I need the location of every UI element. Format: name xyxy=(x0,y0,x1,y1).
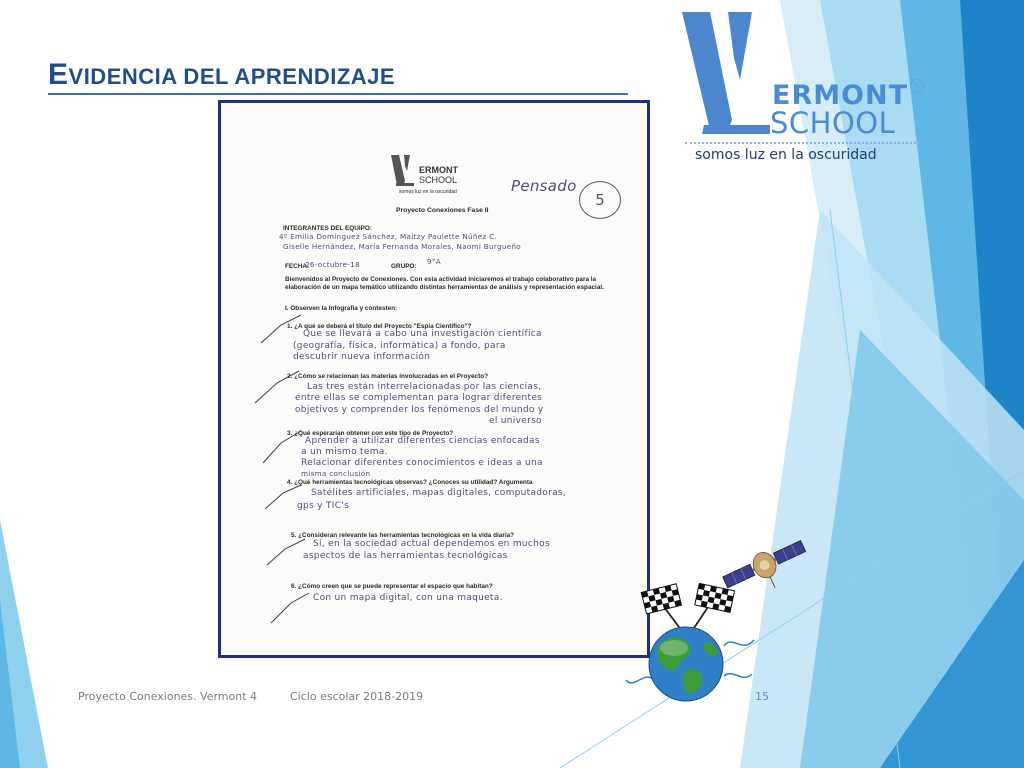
globe-icon xyxy=(620,618,760,708)
evidence-document-frame xyxy=(218,100,650,658)
team-line-2: Giselle Hernández, María Fernanda Morales, Naomi Burgueño xyxy=(283,242,521,251)
document-logo-icon xyxy=(391,155,421,187)
logo-brand-line2: SCHOOL xyxy=(770,106,896,140)
question-5: 5. ¿Consideran relevante las herramientas tecnológicas en la vida diaria? xyxy=(291,532,515,539)
teacher-grade-mark: Pensado xyxy=(511,177,577,195)
answer-1-line-3: descubrir nueva información xyxy=(293,352,431,362)
title-underline xyxy=(48,93,628,95)
question-1: 1. ¿A qué se deberá el título del Proyecto "Espía Científico"? xyxy=(287,323,472,330)
grupo-label: GRUPO: xyxy=(391,263,417,270)
answer-3-line-3: Relacionar diferentes conocimientos e ideas a una xyxy=(301,458,543,468)
answer-1-line-2: (geografía, física, informática) a fondo, para xyxy=(293,341,506,351)
logo-tagline: somos luz en la oscuridad xyxy=(695,147,877,163)
slide-title-initial: E xyxy=(48,58,69,91)
intro-line-2: elaboración de un mapa temático utilizando distintas herramientas de análisis y representación espacial. xyxy=(285,284,604,291)
answer-6-line-1: Con un mapa digital, con una maqueta. xyxy=(313,593,503,603)
answer-3-line-4: misma conclusión xyxy=(301,469,371,478)
check-marks-icon xyxy=(251,303,311,643)
answer-3-line-2: a un mismo tema. xyxy=(301,447,388,457)
slide-title xyxy=(48,58,395,92)
answer-5-line-2: aspectos de las herramientas tecnológicas xyxy=(303,551,508,561)
evidence-document xyxy=(221,103,647,655)
question-2: 2. ¿Cómo se relacionan las materias involucradas en el Proyecto? xyxy=(287,373,489,380)
team-label: INTEGRANTES DEL EQUIPO: xyxy=(283,225,373,232)
answer-2-line-3: objetivos y comprender los fenómenos del mundo y xyxy=(295,405,544,415)
fecha-value: 26-octubre-18 xyxy=(305,260,361,269)
slide-title-rest: VIDENCIA DEL APRENDIZAJE xyxy=(68,64,396,89)
answer-1-line-1: Que se llevará a cabo una investigación científica xyxy=(303,329,542,339)
answer-4-line-2: gps y TIC's xyxy=(297,501,350,511)
intro-line-1: Bienvenidos al Proyecto de Conexiones. Con esta actividad iniciaremos el trabajo colaborativo para la xyxy=(285,276,597,283)
answer-3-line-1: Aprender a utilizar diferentes ciencias enfocadas xyxy=(305,436,540,446)
grade-value: 5 xyxy=(595,191,605,209)
answer-2-line-1: Las tres están interrelacionadas por las ciencias, xyxy=(307,382,542,392)
doc-logo-line2: SCHOOL xyxy=(419,175,458,185)
question-4: 4. ¿Qué herramientas tecnológicas observas? ¿Conoces su utilidad? Argumenta xyxy=(287,479,533,486)
logo-brand-line1: ERMONT xyxy=(772,80,909,111)
logo-divider xyxy=(685,142,920,144)
doc-logo-line1: ERMONT xyxy=(419,165,458,175)
answer-5-line-1: Sí, en la sociedad actual dependemos en muchos xyxy=(313,539,550,549)
question-3: 3. ¿Qué esperarían obtener con este tipo de Proyecto? xyxy=(287,430,454,437)
answer-2-line-2: entre ellas se complementan para lograr diferentes xyxy=(295,393,543,403)
slide-number: 15 xyxy=(755,690,769,703)
doc-logo-tagline: somos luz en la oscuridad xyxy=(399,189,457,195)
question-6: 6. ¿Cómo creen que se puede representar el espacio que habitan? xyxy=(291,583,493,590)
team-line-1: 4º Emilia Domínguez Sánchez, Maitzy Paulette Núñez C. xyxy=(279,232,497,241)
fecha-label: FECHA: xyxy=(285,263,310,270)
grupo-value: 9°A xyxy=(427,257,441,266)
doc-heading: Proyecto Conexiones Fase II xyxy=(396,207,489,214)
footer-school-year: Ciclo escolar 2018-2019 xyxy=(290,690,424,703)
answer-4-line-1: Satélites artificiales, mapas digitales, computadoras, xyxy=(311,488,567,498)
registered-mark-icon: R xyxy=(910,79,924,93)
section-heading: I. Observen la Infografía y contesten: xyxy=(285,305,398,312)
answer-2-line-4: el universo xyxy=(489,416,542,426)
footer-project: Proyecto Conexiones. Vermont 4 xyxy=(78,690,258,703)
grade-circle xyxy=(579,181,621,219)
